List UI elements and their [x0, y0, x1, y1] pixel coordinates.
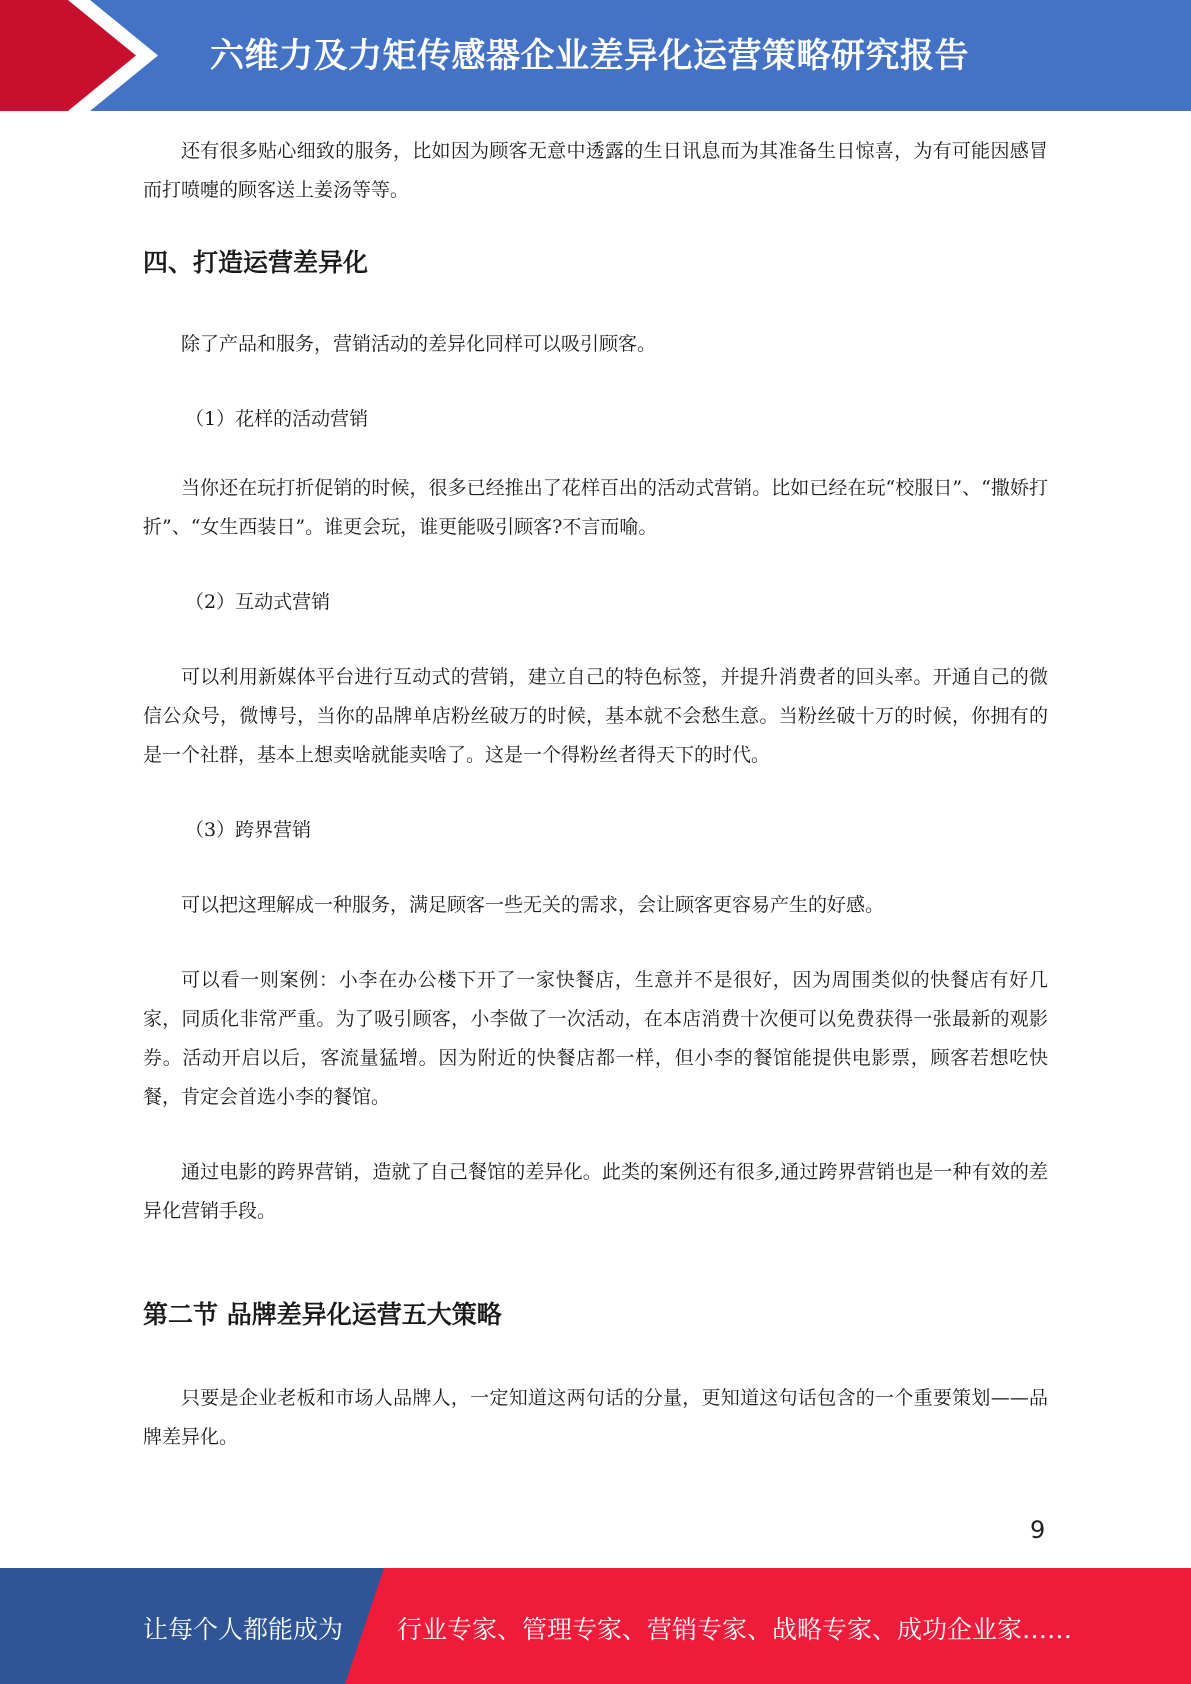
paragraph-intro: 还有很多贴心细致的服务，比如因为顾客无意中透露的生日讯息而为其准备生日惊喜，为有可能因感冒而打喷嚏的顾客送上姜汤等等。 [143, 140, 1048, 201]
paragraph-sub3c: 通过电影的跨界营销，造就了自己餐馆的差异化。此类的案例还有很多,通过跨界营销也是一种有效的差异化营销手段。 [143, 1161, 1048, 1222]
subheading-2: （2）互动式营销 [185, 591, 331, 613]
paragraph-sub1: 当你还在玩打折促销的时候，很多已经推出了花样百出的活动式营销。比如已经在玩“校服日”、“撒娇打折”、“女生西装日”。谁更会玩，谁更能吸引顾客?不言而喻。 [143, 477, 1048, 538]
chapter-heading-2: 第二节 品牌差异化运营五大策略 [143, 1300, 502, 1329]
paragraph-sub2: 可以利用新媒体平台进行互动式的营销，建立自己的特色标签，并提升消费者的回头率。开通自己的微信公众号，微博号，当你的品牌单店粉丝破万的时候，基本就不会愁生意。当粉丝破十万的时候，你拥有的是一个社群，基本上想卖啥就能卖啥了。这是一个得粉丝者得天下的时代。 [143, 666, 1048, 766]
subheading-3: （3）跨界营销 [185, 819, 312, 841]
page-content [143, 132, 1048, 1457]
report-footer [0, 1568, 1191, 1684]
section-heading-4: 四、打造运营差异化 [143, 248, 369, 277]
paragraph-chapter2: 只要是企业老板和市场人品牌人，一定知道这两句话的分量，更知道这句话包含的一个重要策划——品牌差异化。 [143, 1387, 1048, 1448]
header-arrow-decoration [0, 0, 160, 111]
footer-slogan-left: 让每个人都能成为 [143, 1615, 344, 1644]
report-title: 六维力及力矩传感器企业差异化运营策略研究报告 [210, 36, 969, 76]
subheading-1: （1）花样的活动营销 [185, 408, 369, 430]
page-number: 9 [1030, 1516, 1046, 1544]
paragraph-section4-intro: 除了产品和服务，营销活动的差异化同样可以吸引顾客。 [181, 333, 657, 355]
paragraph-sub3a: 可以把这理解成一种服务，满足顾客一些无关的需求，会让顾客更容易产生的好感。 [181, 894, 885, 916]
report-header [0, 0, 1191, 111]
footer-slogan-right: 行业专家、管理专家、营销专家、战略专家、成功企业家…… [397, 1615, 1073, 1644]
paragraph-sub3b: 可以看一则案例：小李在办公楼下开了一家快餐店，生意并不是很好，因为周围类似的快餐店有好几家，同质化非常严重。为了吸引顾客，小李做了一次活动，在本店消费十次便可以免费获得一张最新的观影券。活动开启以后，客流量猛增。因为附近的快餐店都一样，但小李的餐馆能提供电影票，顾客若想吃快餐，肯定会首选小李的餐馆。 [143, 969, 1048, 1108]
